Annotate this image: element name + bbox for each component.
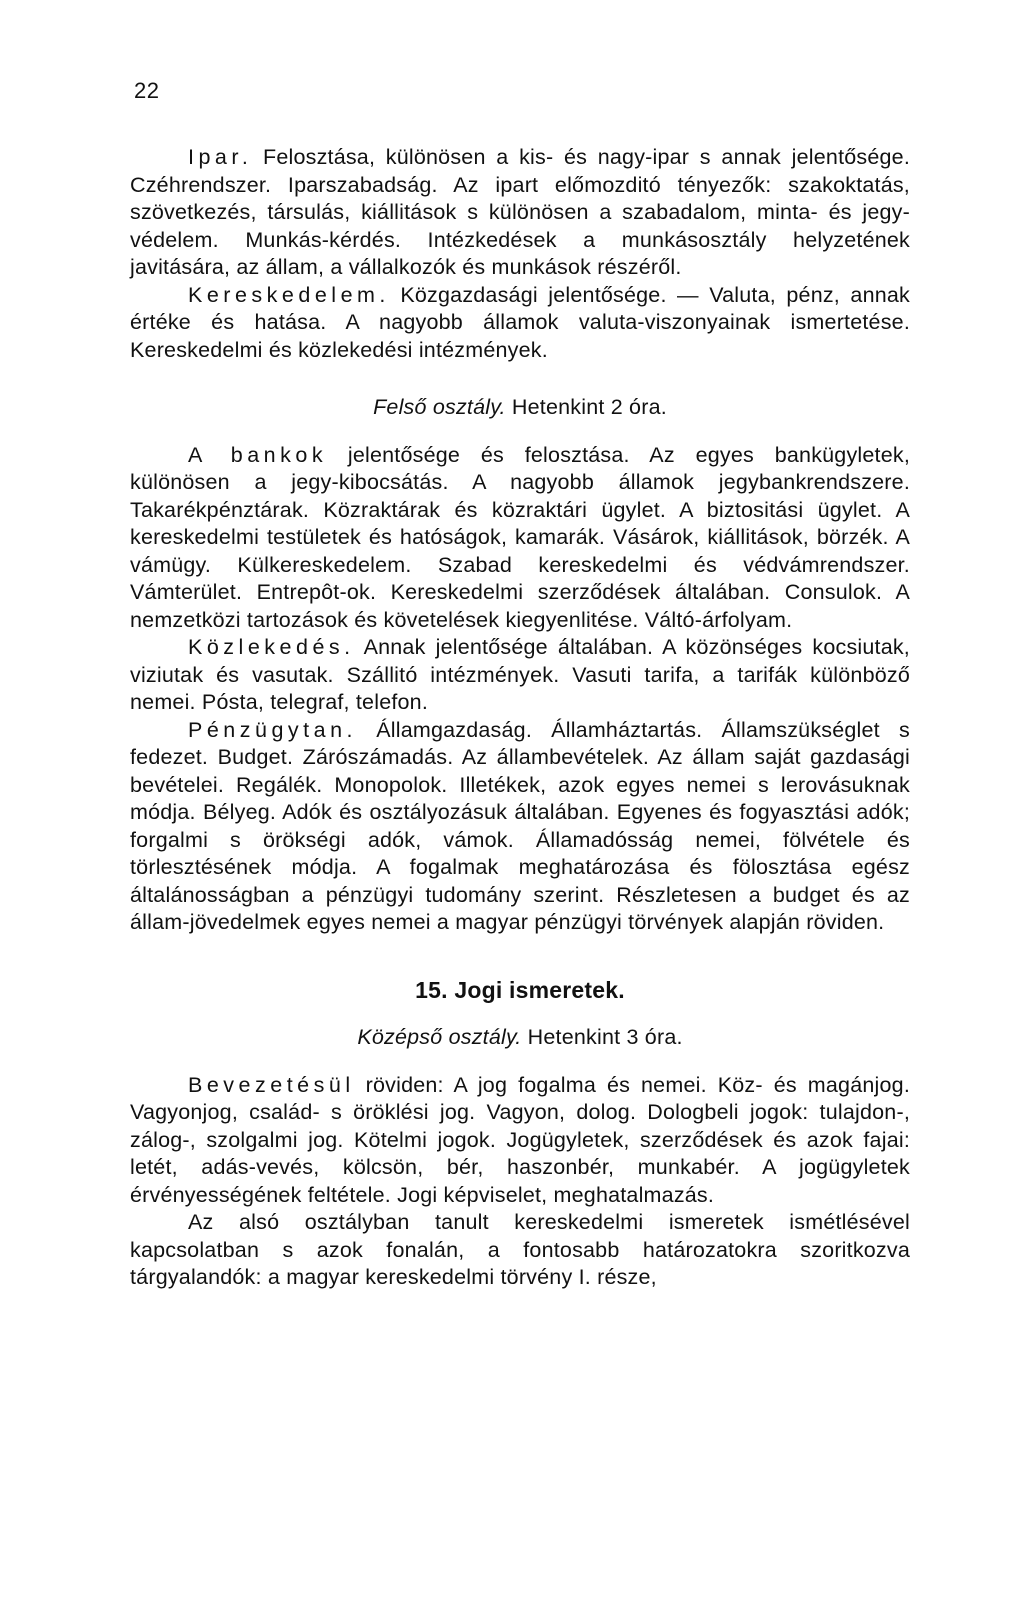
class-heading-italic: Középső osztály. — [357, 1025, 522, 1049]
document-body — [130, 70, 910, 1292]
class-heading-upper — [130, 394, 910, 422]
paragraph-text: röviden: A jog fogalma és nemei. Köz- és magánjog. Vagyonjog, család- s öröklési jog. Vagyon, dolog. Dologbeli jogok: tulajdon-, zálog-, szolgalmi jog. Kötelmi jogok. Jogügyletek, szerződések és azok fajai: letét, adás-vevés, kölcsön, bér, haszonbér, munkabér. A jogügyletek érvényességének feltétele. Jogi képviselet, meghatalmazás. — [130, 1072, 910, 1207]
class-heading-text: Hetenkint 3 óra. — [527, 1025, 683, 1049]
page-number: 22 — [134, 78, 160, 103]
paragraph-bankok — [130, 442, 910, 635]
paragraph-text: jelentősége és felosztása. Az egyes bankügyletek, különösen a jegy-kibocsátás. A nagyobb államok jegybankrendszere. Takarékpénztárak. Közraktárak és közraktári ügylet. A biztositási ügylet. A kereskedelmi testületek és hatóságok, kamarák. Vásárok, kiállitások, börzék. A vámügy. Külkereskedelem. Szabad kereskedelmi és védvámrendszer. Vámterület. Entrepôt-ok. Kereskedelmi szerződések általában. Consulok. A nemzetközi tartozások és követelések kiegyenlitése. Váltó-árfolyam. — [130, 442, 910, 632]
paragraph-text: Az alsó osztályban tanult kereskedelmi ismeretek ismétlésével kapcsolatban s azok fonalán, a fontosabb határozatokra szoritkozva tárgyalandók: a magyar kereskedelmi törvény I. része, — [130, 1210, 910, 1289]
paragraph-kereskedelem — [130, 282, 910, 365]
paragraph-ipar — [130, 144, 910, 282]
class-heading-text: Hetenkint 2 óra. — [511, 395, 667, 419]
paragraph-lead: Kereskedelem. — [188, 282, 390, 307]
paragraph-lead: Közlekedés. — [188, 635, 355, 659]
paragraph-kereskedelmi-ismeretek — [130, 1209, 910, 1292]
paragraph-text: Közgazdasági jelentősége. — Valuta, pénz, annak értéke és hatása. A nagyobb államok valuta-viszonyainak ismertetése. Kereskedelmi és közlekedési intézmények. — [130, 282, 910, 362]
paragraph-penzugytan — [130, 717, 910, 937]
class-heading-middle — [130, 1024, 910, 1052]
paragraph-lead: Pénzügytan. — [188, 717, 358, 742]
paragraph-text: Államgazdaság. Államháztartás. Államszükséglet s fedezet. Budget. Zárószámadás. Az állambevételek. Az állam saját gazdasági bevételei. Regálék. Monopolok. Illetékek, azok egyes nemei s lerovásuknak módja. Bélyeg. Adók és osztályozásuk általában. Egyenes és fogyasztási adók; forgalmi s örökségi adók, vámok. Államadósság nemei, fölvétele és törlesztésének módja. A fogalmak meghatározása és fölosztása egész általánosságban a pénzügyi tudomány szerint. Részletesen a budget és az állam-jövedelmek egyes nemei a magyar pénzügyi törvények alapján röviden. — [130, 717, 910, 934]
paragraph-kozlekedes — [130, 634, 910, 717]
paragraph-text: Felosztása, különösen a kis- és nagy-ipar s annak jelentősége. Czéhrendszer. Iparszabadság. Az ipart előmozditó tényezők: szakoktatás, szövetkezés, társulás, kiállitások s különösen a szabadalom, minta- és jegy-védelem. Munkás-kérdés. Intézkedések a munkásosztály helyzetének javitására, az állam, a vállalkozók és munkások részéről. — [130, 145, 910, 279]
paragraph-lead: Ipar. — [188, 145, 253, 169]
class-heading-italic: Felső osztály. — [373, 395, 506, 419]
paragraph-lead: A bankok — [188, 442, 328, 467]
section-title: 15. Jogi ismeretek. — [415, 976, 625, 1003]
paragraph-bevezetes — [130, 1072, 910, 1210]
paragraph-lead: Bevezetésül — [188, 1072, 355, 1097]
paragraph-text: Annak jelentősége általában. A közönséges kocsiutak, viziutak és vasutak. Szállitó intézmények. Vasuti tarifa, a tarifák különböző nemei. Pósta, telegraf, telefon. — [130, 635, 910, 714]
